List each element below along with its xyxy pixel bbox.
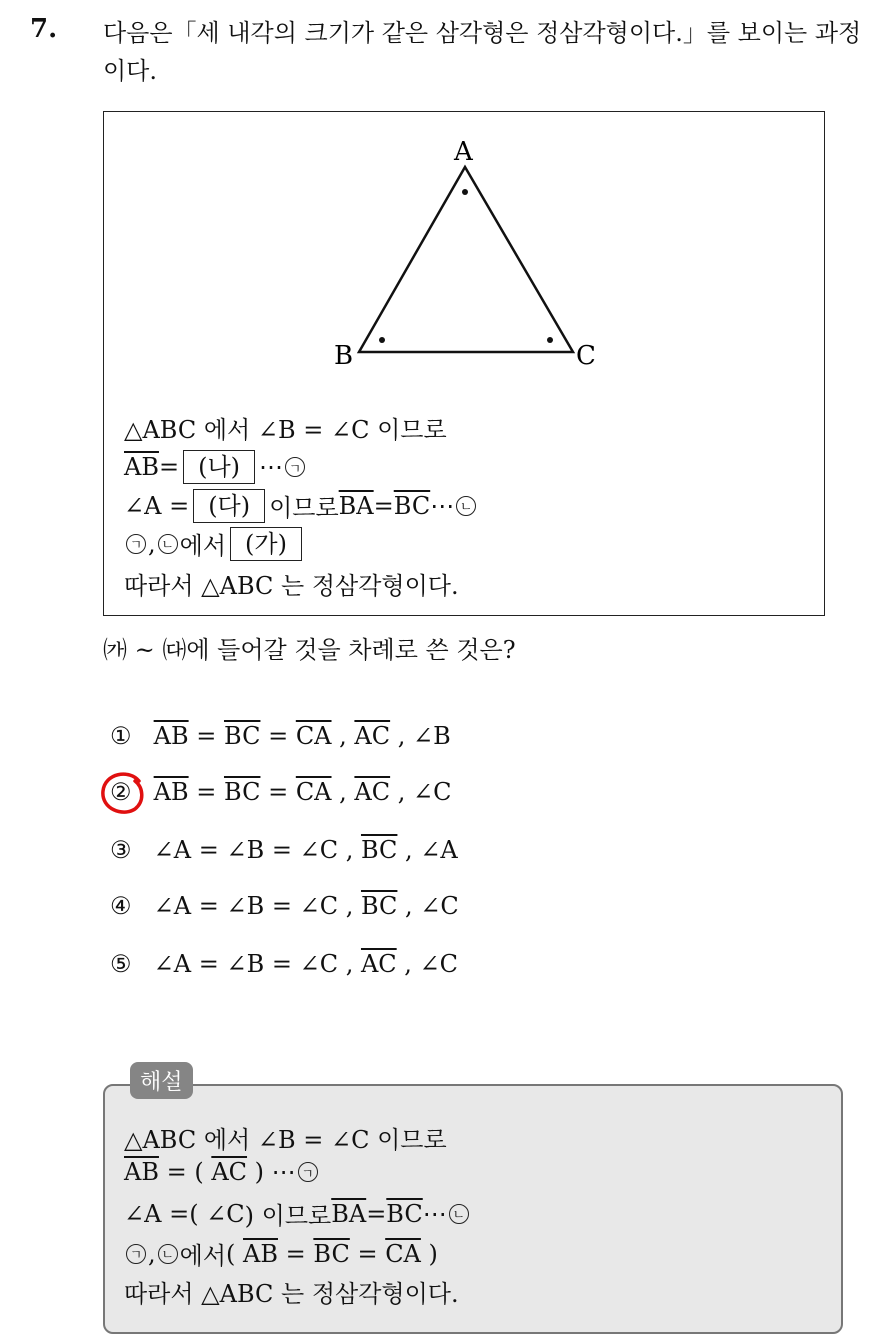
solution-line-1: △ABC 에서 ∠B = ∠C 이므로 bbox=[124, 1126, 447, 1154]
choice-2[interactable]: ② $\overline{AB} = \overline{BC} = \overline{CA}$ , $\overline{AC}$ , ∠C bbox=[110, 778, 452, 806]
solution-answer-c: ∠C bbox=[206, 1199, 245, 1228]
question-number: 7. bbox=[30, 14, 58, 44]
choice-3[interactable]: ③ ∠A = ∠B = ∠C , $\overline{BC}$ , ∠A bbox=[110, 836, 458, 864]
question-prompt: ㈎ ~ ㈐에 들어갈 것을 차례로 쓴 것은? bbox=[103, 636, 516, 664]
solution-line-2: $\overline{AB}$ = ( $\overline{AC}$ ) ⋯ ㄱ bbox=[124, 1158, 320, 1186]
proof-line-2: $\overline{AB}$ = (나) ⋯ ㄱ bbox=[124, 450, 307, 484]
angle-mark-a bbox=[462, 189, 468, 195]
proof-line-3: ∠A = (다) 이므로 $\overline{BA}$ = $\overline{BC}$ ⋯ ㄴ bbox=[124, 488, 478, 523]
solution-line-4: ㄱ , ㄴ 에서 ( $\overline{AB}$ = $\overline{BC}$ = $\overline{CA}$ ) bbox=[124, 1236, 438, 1271]
choice-4[interactable]: ④ ∠A = ∠B = ∠C , $\overline{BC}$ , ∠C bbox=[110, 892, 459, 920]
blank-b: (나) bbox=[183, 450, 255, 484]
circled-mark-1: ㄱ bbox=[285, 457, 305, 477]
vertex-label-c: C bbox=[576, 341, 596, 371]
question-stem: 다음은「세 내각의 크기가 같은 삼각형은 정삼각형이다.」를 보이는 과정이다. bbox=[103, 19, 862, 85]
proof-line-5: 따라서 △ABC 는 정삼각형이다. bbox=[124, 572, 459, 600]
proof-box bbox=[103, 111, 825, 616]
solution-line-5: 따라서 △ABC 는 정삼각형이다. bbox=[124, 1280, 459, 1308]
proof-line-1: △ABC 에서 ∠B = ∠C 이므로 bbox=[124, 416, 447, 444]
blank-c: (다) bbox=[193, 489, 265, 523]
answer-circle-marker bbox=[99, 771, 149, 817]
choice-1[interactable]: ① $\overline{AB} = \overline{BC} = \overline{CA}$ , $\overline{AC}$ , ∠B bbox=[110, 722, 451, 750]
choice-5[interactable]: ⑤ ∠A = ∠B = ∠C , $\overline{AC}$ , ∠C bbox=[110, 950, 459, 978]
solution-tag: 해설 bbox=[130, 1062, 193, 1099]
circled-mark-2: ㄴ bbox=[456, 496, 476, 516]
solution-answer-a-3: $\overline{CA}$ bbox=[385, 1239, 421, 1268]
vertex-label-a: A bbox=[454, 137, 473, 167]
solution-answer-a-2: $\overline{BC}$ bbox=[313, 1239, 350, 1268]
solution-answer-a-1: $\overline{AB}$ bbox=[243, 1239, 278, 1268]
proof-line-4: ㄱ , ㄴ 에서 (가) bbox=[124, 526, 306, 561]
solution-line-3: ∠A = ( ∠C ) 이므로 $\overline{BA}$ = $\overline{BC}$ ⋯ ㄴ bbox=[124, 1196, 471, 1231]
angle-mark-c bbox=[547, 337, 553, 343]
solution-answer-b: $\overline{AC}$ bbox=[211, 1158, 248, 1186]
vertex-label-b: B bbox=[334, 341, 354, 371]
angle-mark-b bbox=[379, 337, 385, 343]
blank-a: (가) bbox=[230, 527, 302, 561]
